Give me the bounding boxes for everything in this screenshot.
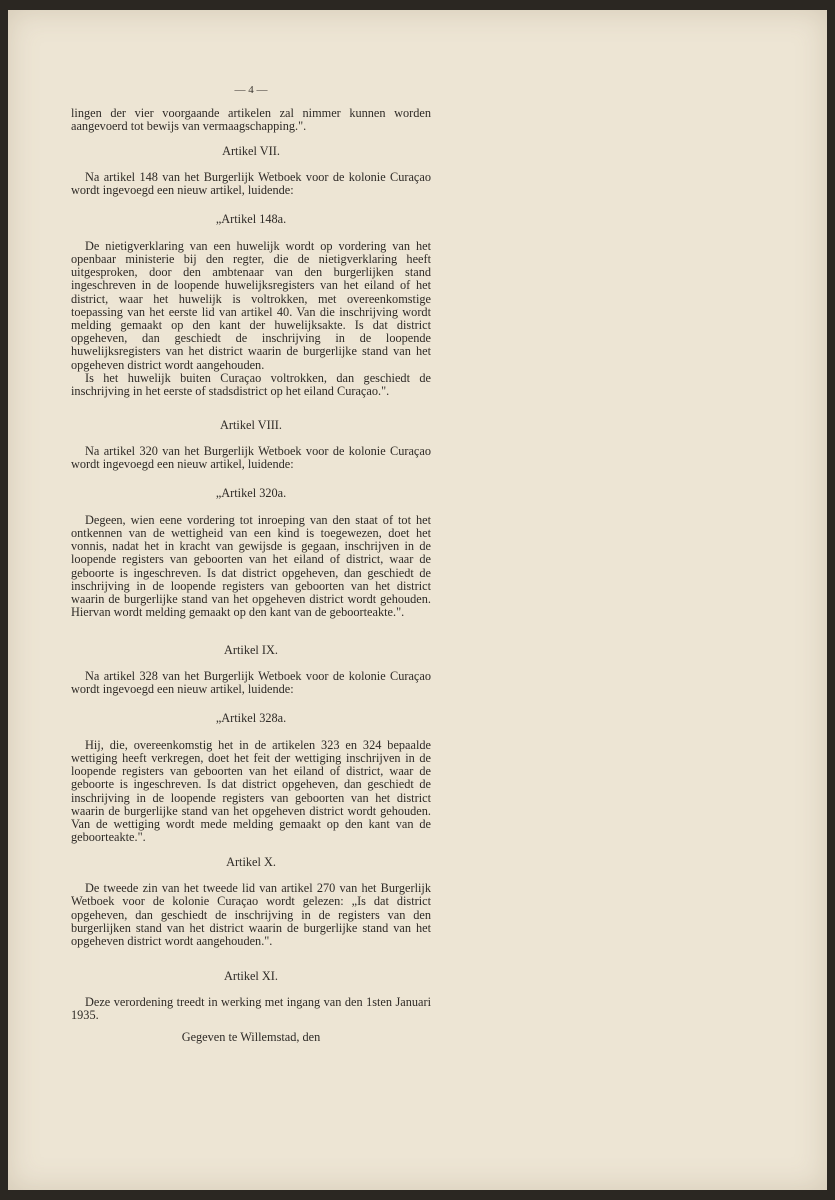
- article-7-paragraph-1: De nietigverklaring van een huwelijk wordt op vordering van het openbaar ministerie bij den regter, die de nietigverklaring heeft uitgesproken, door den ambtenaar van den burgerlijken stand ingeschreven in de loopende huwelijksregisters van het eiland of het district, waar het huwelijk is voltrokken, met overeenkomstige toepassing van het eerste lid van artikel 40. Van die inschrijving wordt melding gemaakt op den kant der huwelijksakte. Is dat district opgeheven, dan geschiedt de inschrijving in de loopende huwelijksregisters van het district waarin de burgerlijke stand van het opgeheven district wordt aangehouden.: [71, 238, 431, 372]
- article-8: [71, 419, 431, 619]
- article-11-heading: Artikel XI.: [224, 969, 278, 983]
- article-9-intro: Na artikel 328 van het Burgerlijk Wetboek voor de kolonie Curaçao wordt ingevoegd een nieuw artikel, luidende:: [71, 669, 431, 697]
- article-8-intro: Na artikel 320 van het Burgerlijk Wetboek voor de kolonie Curaçao wordt ingevoegd een nieuw artikel, luidende:: [71, 444, 431, 472]
- intro-block: [71, 107, 431, 133]
- article-9-heading: Artikel IX.: [224, 643, 278, 657]
- closing-line: Gegeven te Willemstad, den: [181, 1030, 321, 1044]
- article-7: [71, 145, 431, 398]
- article-10-heading: Artikel X.: [226, 855, 276, 869]
- article-9-paragraph-1: Hij, die, overeenkomstig het in de artikelen 323 en 324 bepaalde wettiging heeft verkregen, doet het feit der wettiging inschrijven in de loopende registers van geboorten van het eiland of district, waar de geboorte is ingeschreven. Is dat district opgeheven, dan geschiedt de inschrijving in de loopende registers van geboorten van het district waarin de burgerlijke stand van het opgeheven district wordt gehouden. Van de wettiging wordt mede melding gemaakt op den kant van de geboorteakte.".: [71, 737, 431, 845]
- article-7-paragraph-2: Is het huwelijk buiten Curaçao voltrokken, dan geschiedt de inschrijving in het eerste of stadsdistrict op het eiland Curaçao.".: [71, 370, 431, 399]
- article-9: [71, 644, 431, 844]
- article-11-paragraph-1: Deze verordening treedt in werking met ingang van den 1sten Januari 1935.: [71, 995, 431, 1023]
- page-number: — 4 —: [234, 84, 268, 96]
- article-7-sub-heading: „Artikel 148a.: [215, 211, 287, 226]
- article-8-paragraph-1: Degeen, wien eene vordering tot inroeping van den staat of tot het ontkennen van de wettigheid van een kind is toegewezen, doet het vonnis, nadat het in kracht van gewijsde is gegaan, inschrijven in de loopende registers van geboorten van het eiland of district, waar de geboorte is ingeschreven. Is dat district opgeheven, dan geschiedt de inschrijving in de loopende registers van geboorten van het district waarin de burgerlijke stand van het opgeheven district wordt gehouden. Hiervan wordt melding gemaakt op den kant van de geboorteakte.".: [71, 512, 431, 620]
- article-10: [71, 856, 431, 948]
- article-7-heading: Artikel VII.: [222, 144, 280, 158]
- intro-paragraph: lingen der vier voorgaande artikelen zal nimmer kunnen worden aangevoerd tot bewijs van vermaagschapping.".: [71, 106, 431, 134]
- closing-block: [71, 1031, 431, 1044]
- article-7-intro: Na artikel 148 van het Burgerlijk Wetboek voor de kolonie Curaçao wordt ingevoegd een nieuw artikel, luidende:: [71, 170, 431, 198]
- article-8-heading: Artikel VIII.: [220, 418, 282, 432]
- article-9-sub-heading: „Artikel 328a.: [215, 710, 287, 725]
- article-8-sub-heading: „Artikel 320a.: [215, 485, 287, 500]
- article-10-paragraph-1: De tweede zin van het tweede lid van artikel 270 van het Burgerlijk Wetboek voor de kolonie Curaçao wordt gelezen: „Is dat district opgeheven, dan geschiedt de inschrijving in de registers van den burgerlijken stand van het district waarin de burgerlijke stand van het opgeheven district wordt aangehouden.".: [71, 881, 431, 949]
- article-11: [71, 970, 431, 1023]
